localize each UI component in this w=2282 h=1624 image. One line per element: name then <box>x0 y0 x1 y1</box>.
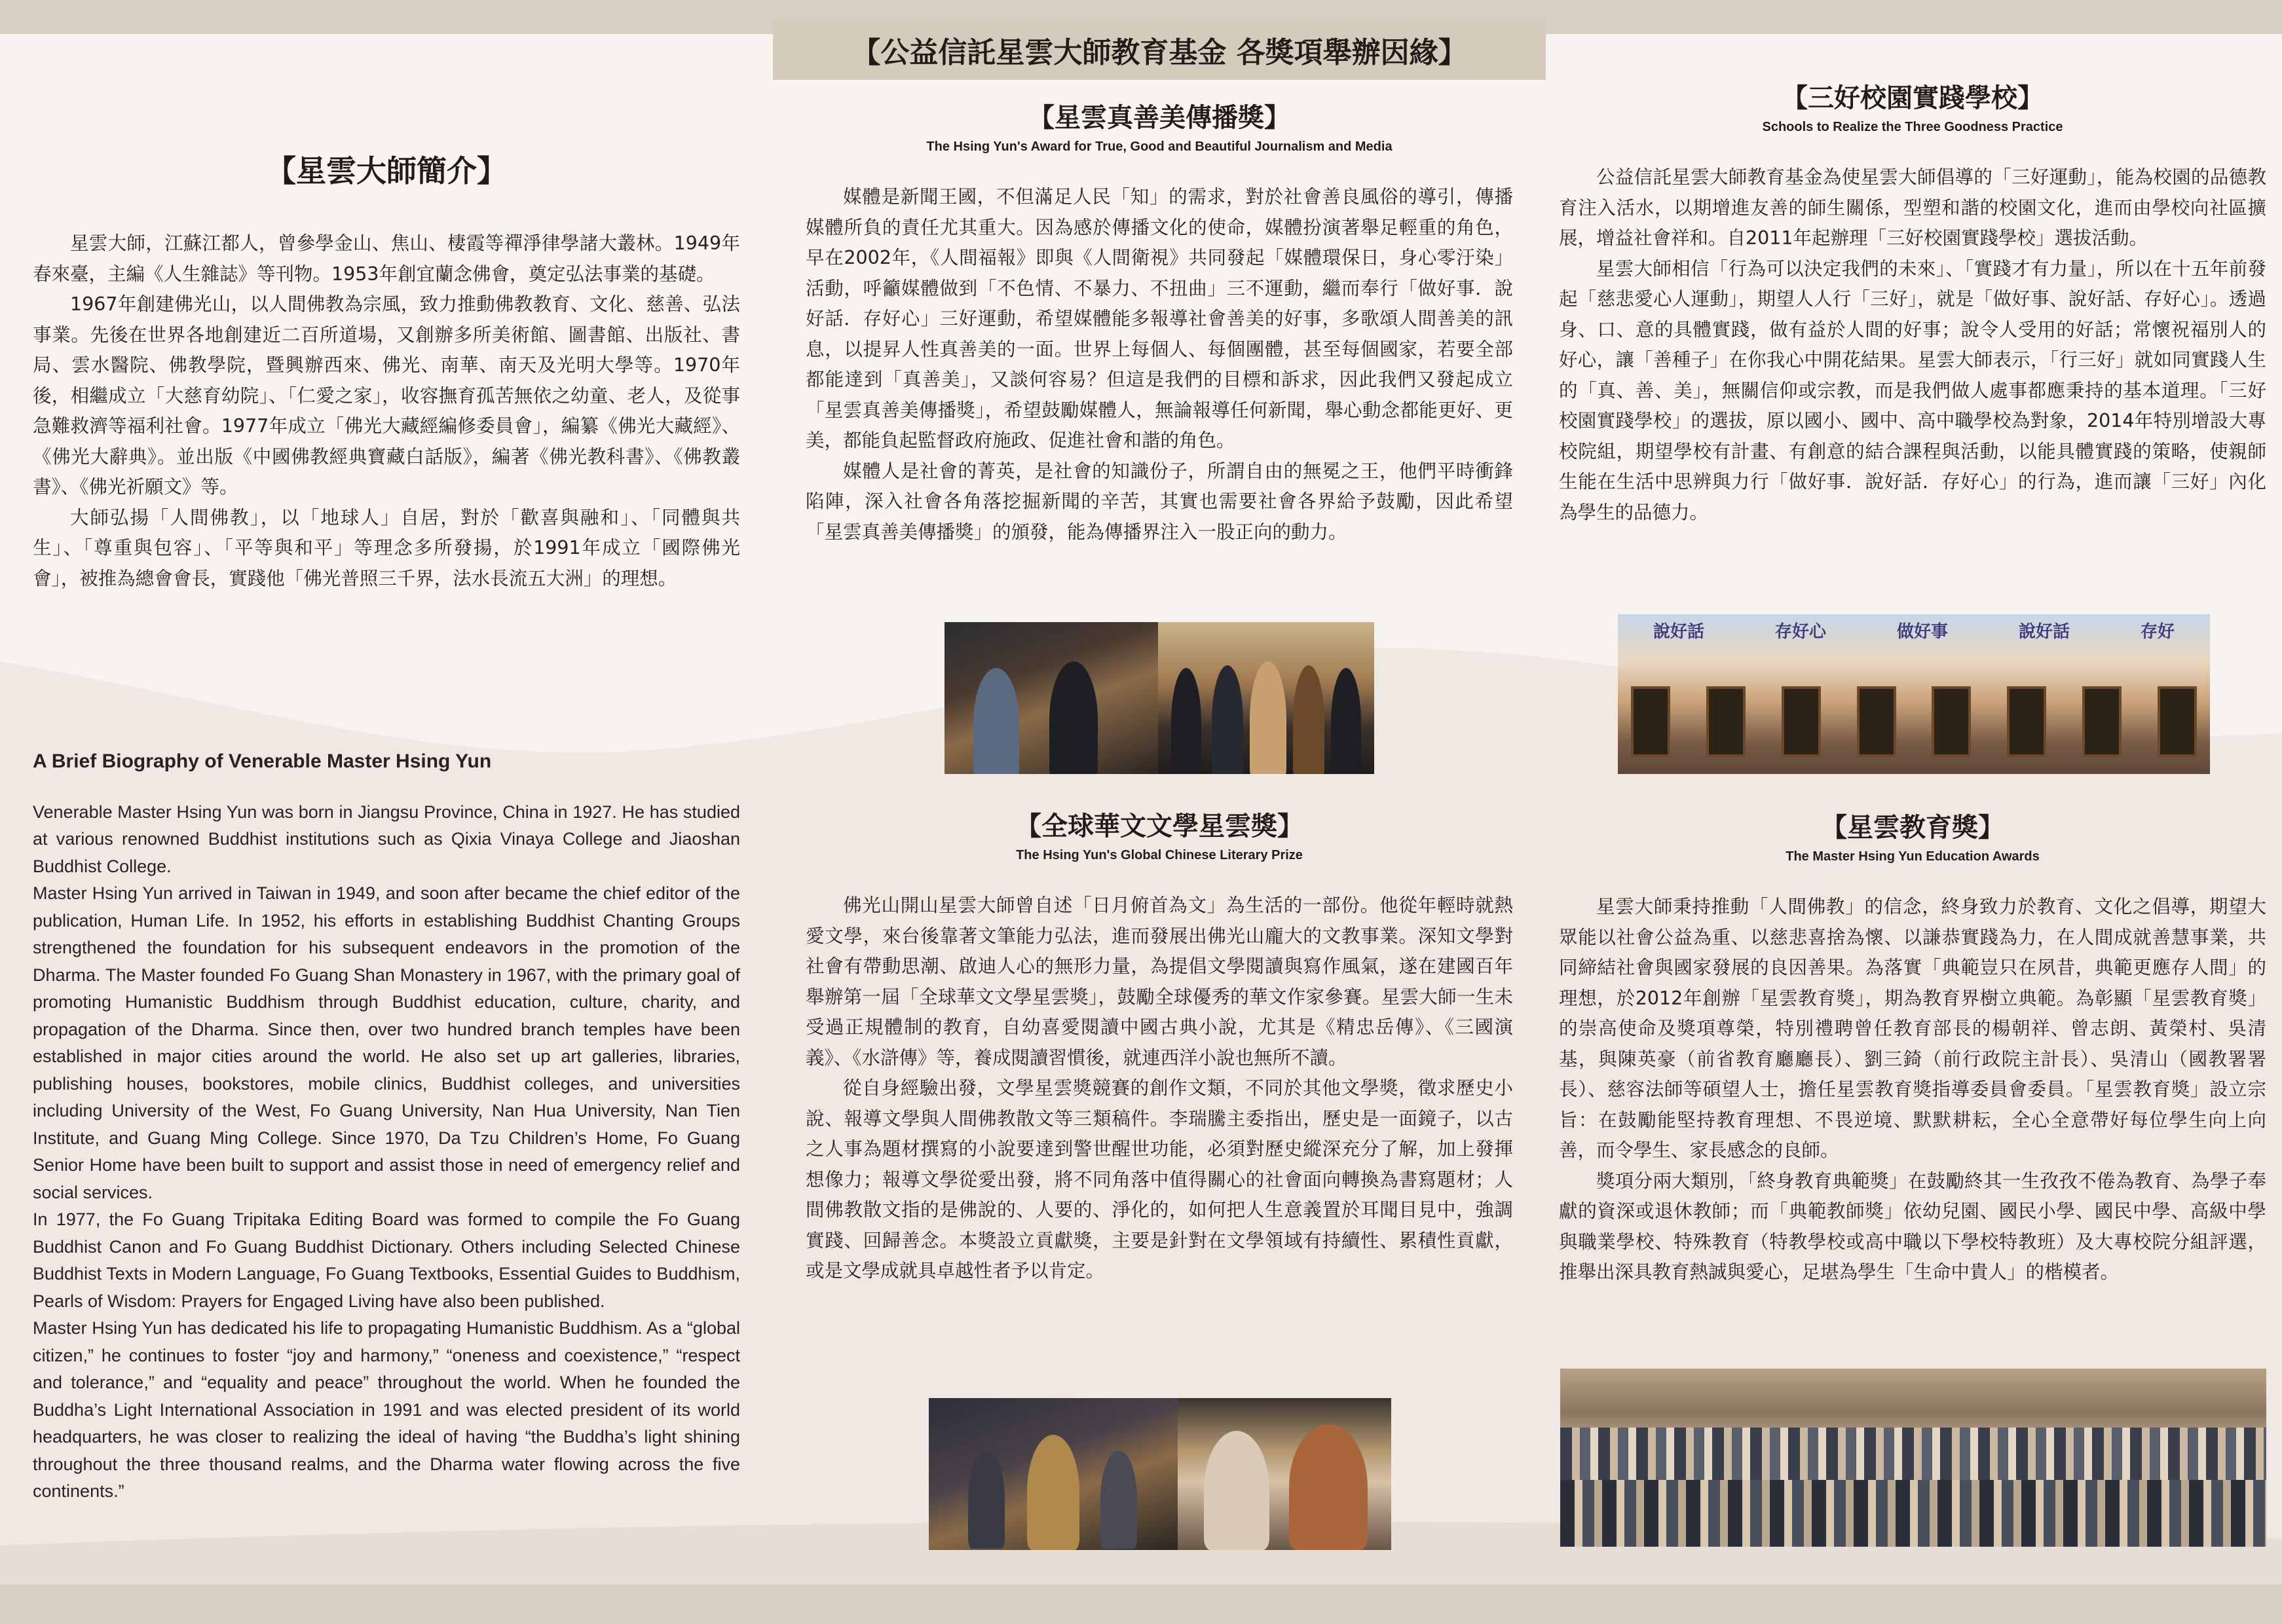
literary-paragraph: 從自身經驗出發，文學星雲獎競賽的創作文類，不同於其他文學獎，徵求歷史小說、報導文學與人間佛教散文等三類稿件。李瑞騰主委指出，歷史是一面鏡子，以古之人事為題材撰寫的小說要達到警世醒世功能，必須對歷史縱深充分了解，加上發揮想像力；報導文學從愛出發，將不同角落中值得關心的社會面向轉換為書寫題材；人間佛教散文指的是佛說的、人要的、淨化的，如何把人生意義置於耳聞目見中，強調實踐、回歸善念。本獎設立貢獻獎，主要是針對在文學領域有持續性、累積性貢獻，或是文學成就具卓越性者予以肯定。 <box>806 1077 1513 1282</box>
banner-word: 做好事 <box>1896 622 1948 642</box>
education-awards-section <box>1559 807 2266 1288</box>
journalism-paragraph: 媒體人是社會的菁英，是社會的知識份子，所謂自由的無冕之王，他們平時衝鋒陷陣，深入社會各角落挖掘新聞的辛苦，其實也需要社會各界給予鼓勵，因此希望「星雲真善美傳播獎」的頒發，能為傳播界注入一股正向的動力。 <box>806 460 1513 543</box>
intro-zh-paragraph: 1967年創建佛光山，以人間佛教為宗風，致力推動佛教教育、文化、慈善、弘法事業。先後在世界各地創建近二百所道場，又創辦多所美術館、圖書館、出版社、書局、雲水醫院、佛教學院，暨興辦西來、佛光、南華、南天及光明大學等。1970年後，相繼成立「大慈育幼院」、「仁愛之家」，收容撫育孤苦無依之幼童、老人，及從事急難救濟等福利社會。1977年成立「佛光大藏經編修委員會」，編纂《佛光大藏經》、《佛光大辭典》。並出版《中國佛教經典寶藏白話版》，編著《佛光教科書》、《佛教叢書》、《佛光祈願文》等。 <box>33 293 740 498</box>
literary-prize-subtitle: The Hsing Yun's Global Chinese Literary Prize <box>1016 848 1303 862</box>
bottom-band <box>0 1585 2282 1624</box>
three-goodness-heading: 【三好校園實踐學校】 <box>1782 83 2044 113</box>
journalism-award-text <box>806 182 1513 547</box>
education-awards-paragraph: 獎項分兩大類別，「終身教育典範獎」在鼓勵終其一生孜孜不倦為教育、為學子奉獻的資深或退休教師；而「典範教師獎」依幼兒園、國民小學、國民中學、高級中學與職業學校、特殊教育（特教學校或高中職以下學校特教班）及大專校院分組評選，推舉出深具教育熱誠與愛心，足堪為學生「生命中貴人」的楷模者。 <box>1559 1170 2266 1283</box>
intro-zh-paragraph: 大師弘揚「人間佛教」，以「地球人」自居，對於「歡喜與融和」、「同體與共生」、「尊重與包容」、「平等與和平」等理念多所發揚，於1991年成立「國際佛光會」，被推為總會會長，實踐他「佛光普照三千界，法水長流五大洲」的理想。 <box>33 506 740 589</box>
intro-heading: 【星雲大師簡介】 <box>266 153 507 189</box>
banner-word: 存好 <box>2140 622 2175 642</box>
biography-paragraph: In 1977, the Fo Guang Tripitaka Editing Board was formed to compile the Fo Guang Buddhist Canon and Fo Guang Buddhist Dictionary. Others including Selected Chinese Buddhist Texts in Modern Language, Fo Guang Textbooks, Essential Guides to Buddhism, Pearls of Wisdom: Prayers for Engaged Living have also been published. <box>33 1209 740 1311</box>
biography-english <box>33 748 740 1505</box>
main-banner: 【公益信託星雲大師教育基金 各獎項舉辦因緣】 <box>773 20 1546 80</box>
literary-prize-photo-left <box>929 1398 1178 1550</box>
literary-prize-photo-right <box>1178 1398 1391 1550</box>
biography-paragraph: Master Hsing Yun has dedicated his life to propagating Humanistic Buddhism. As a “global citizen,” he continues to foster “joy and harmony,” “oneness and coexistence,” “respect and tolerance,” and “equality and peace” throughout the world. When he founded the Buddha’s Light International Association in 1991 and was elected president of its world headquarters, he was closer to realizing the ideal of having “the Buddha’s light shining throughout the three thousand realms, and the Dharma water flowing across the five continents.” <box>33 1318 740 1501</box>
banner-word: 說好話 <box>1653 622 1704 642</box>
journalism-award-photo-left <box>945 622 1158 774</box>
education-awards-heading: 【星雲教育獎】 <box>1821 812 2004 843</box>
journalism-award-subtitle: The Hsing Yun's Award for True, Good and Beautiful Journalism and Media <box>926 139 1393 154</box>
biography-paragraph: Master Hsing Yun arrived in Taiwan in 1949, and soon after became the chief editor of the publication, Human Life. In 1952, his efforts in establishing Buddhist Chanting Groups strengthened the foundation for his subsequent endeavors in the promotion of the Dharma. The Master founded Fo Guang Shan Monastery in 1967, with the primary goal of promoting Humanistic Buddhism through Buddhist education, culture, charity, and propagation of the Dharma. Since then, over two hundred branch temples have been established in major cities around the world. He also set up art galleries, libraries, publishing houses, bookstores, mobile clinics, Buddhist colleges, and universities including University of the West, Fo Guang University, Nan Hua University, Nan Tien Institute, and Guang Ming College. Since 1970, Da Tzu Children’s Home, Fo Guang Senior Home have been built to support and assist those in need of emergency relief and social services. <box>33 883 740 1202</box>
education-awards-paragraph: 星雲大師秉持推動「人間佛教」的信念，終身致力於教育、文化之倡導，期望大眾能以社會公益為重、以慈悲喜捨為懷、以謙恭實踐為力，在人間成就善慧事業，共同締結社會與國家發展的良因善果。為落實「典範豈只在夙昔，典範更應存人間」的理想，於2012年創辦「星雲教育獎」，期為教育界樹立典範。為彰顯「星雲教育獎」的崇高使命及獎項尊榮，特別禮聘曾任教育部長的楊朝祥、曾志朗、黃榮村、吳清基，與陳英豪（前省教育廳廳長）、劉三錡（前行政院主計長）、吳清山（國教署署長）、慈容法師等碩望人士，擔任星雲教育獎指導委員會委員。「星雲教育獎」設立宗旨：在鼓勵能堅持教育理想、不畏逆境、默默耕耘，全心全意帶好每位學生向上向善，而令學生、家長感念的良師。 <box>1559 896 2266 1161</box>
three-goodness-text <box>1559 162 2266 528</box>
three-goodness-subtitle: Schools to Realize the Three Goodness Practice <box>1762 120 2063 134</box>
journalism-award-section <box>806 97 1513 547</box>
education-awards-text <box>1559 892 2266 1288</box>
literary-paragraph: 佛光山開山星雲大師曾自述「日月俯首為文」為生活的一部份。他從年輕時就熱愛文學，來台後靠著文筆能力弘法，進而發展出佛光山龐大的文教事業。深知文學對社會有帶動思潮、啟迪人心的無形力量，為提倡文學閱讀與寫作風氣，遂在建國百年舉辦第一屆「全球華文文學星雲獎」，鼓勵全球優秀的華文作家參賽。星雲大師一生未受過正規體制的教育，自幼喜愛閱讀中國古典小說，尤其是《精忠岳傳》、《三國演義》、《水滸傳》等，養成閱讀習慣後，就連西洋小說也無所不讀。 <box>806 895 1513 1069</box>
literary-prize-section <box>806 805 1513 1287</box>
education-awards-subtitle: The Master Hsing Yun Education Awards <box>1786 849 2040 864</box>
journalism-award-photo-right <box>1158 622 1374 774</box>
intro-zh-text <box>33 229 740 594</box>
banner-word: 說好話 <box>2018 622 2070 642</box>
three-goodness-paragraph: 公益信託星雲大師教育基金為使星雲大師倡導的「三好運動」，能為校園的品德教育注入活水，以期增進友善的師生關係，型塑和諧的校園文化，進而由學校向社區擴展，增益社會祥和。自2011年起辦理「三好校園實踐學校」選拔活動。 <box>1559 166 2266 249</box>
left-column <box>33 147 740 594</box>
journalism-paragraph: 媒體是新聞王國，不但滿足人民「知」的需求，對於社會善良風俗的導引，傳播媒體所負的責任尤其重大。因為感於傳播文化的使命，媒體扮演著舉足輕重的角色，早在2002年，《人間福報》即與《人間衛視》共同發起「媒體環保日，身心零汙染」活動，呼籲媒體做到「不色情、不暴力、不扭曲」三不運動，繼而奉行「做好事．說好話．存好心」三好運動，希望媒體能多報導社會善美的好事，多歌頌人間善美的訊息，以提昇人性真善美的一面。世界上每個人、每個團體，甚至每個國家，若要全部都能達到「真善美」，又談何容易？但這是我們的目標和訴求，因此我們又發起成立「星雲真善美傳播獎」，希望鼓勵媒體人，無論報導任何新聞，舉心動念都能更好、更美，都能負起監督政府施政、促進社會和諧的角色。 <box>806 186 1513 451</box>
journalism-award-heading: 【星雲真善美傳播獎】 <box>1028 102 1290 133</box>
three-goodness-photo <box>1618 614 2210 774</box>
education-awards-group-photo <box>1560 1369 2266 1547</box>
biography-paragraph: Venerable Master Hsing Yun was born in Jiangsu Province, China in 1927. He has studied at various renowned Buddhist institutions such as Qixia Vinaya College and Jiaoshan Buddhist College. <box>33 802 740 876</box>
literary-prize-text <box>806 891 1513 1287</box>
biography-heading: A Brief Biography of Venerable Master Hsing Yun <box>33 750 492 772</box>
intro-zh-paragraph: 星雲大師，江蘇江都人，曾參學金山、焦山、棲霞等禪淨律學諸大叢林。1949年春來臺，主編《人生雜誌》等刊物。1953年創宜蘭念佛會，奠定弘法事業的基礎。 <box>33 232 740 285</box>
three-goodness-paragraph: 星雲大師相信「行為可以決定我們的未來」、「實踐才有力量」，所以在十五年前發起「慈悲愛心人運動」，期望人人行「三好」，就是「做好事、說好話、存好心」。透過身、口、意的具體實踐，做有益於人間的好事；說令人受用的好話；常懷祝福別人的好心，讓「善種子」在你我心中開花結果。星雲大師表示，「行三好」就如同實踐人生的「真、善、美」，無關信仰或宗教，而是我們做人處事都應秉持的基本道理。「三好校園實踐學校」的選拔，原以國小、國中、高中職學校為對象，2014年特別增設大專校院組，期望學校有計畫、有創意的結合課程與活動，以能具體實踐的策略，使親師生能在生活中思辨與力行「做好事．說好話．存好心」的行為，進而讓「三好」內化為學生的品德力。 <box>1559 257 2266 523</box>
literary-prize-heading: 【全球華文文學星雲獎】 <box>1015 811 1303 841</box>
banner-word: 存好心 <box>1774 622 1826 642</box>
three-goodness-section <box>1559 77 2266 528</box>
photo-banner-words <box>1618 618 2210 642</box>
